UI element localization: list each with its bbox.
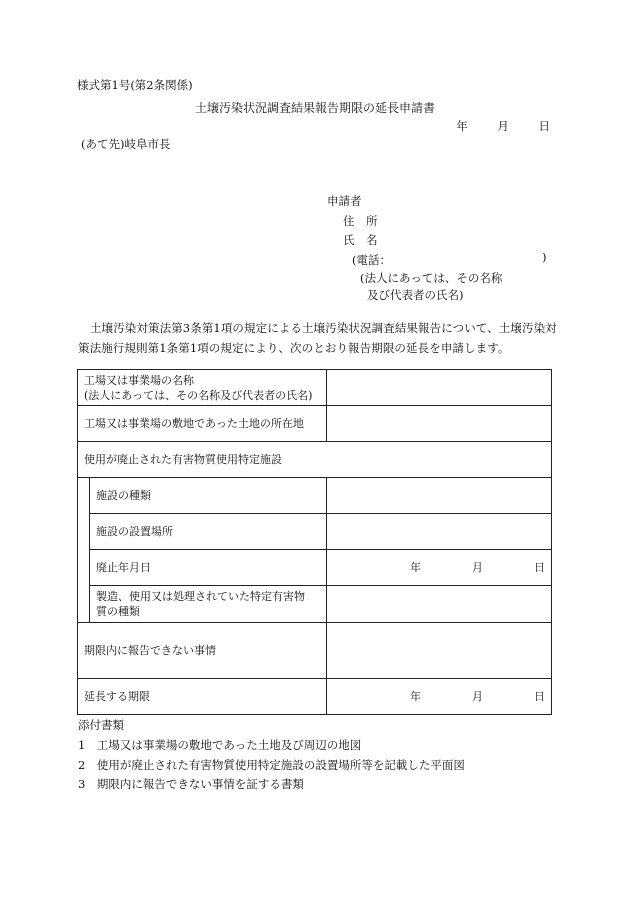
factory-name-line1: 工場又は事業場の名称 — [84, 373, 194, 387]
substances-field[interactable] — [327, 586, 552, 623]
factory-name-label — [78, 370, 327, 406]
attachment-item: 3 期限内に報告できない事情を証する書類 — [78, 777, 304, 792]
facility-location-label: 施設の設置場所 — [90, 514, 327, 550]
extended-deadline-field[interactable] — [327, 679, 552, 715]
site-location-label: 工場又は事業場の敷地であった土地の所在地 — [78, 406, 327, 442]
month-label: 月 — [497, 119, 509, 133]
attachment-item: 2 使用が廃止された有害物質使用特定施設の設置場所等を記載した平面図 — [78, 757, 465, 772]
factory-name-field[interactable] — [327, 370, 552, 406]
address-label: 住 所 — [343, 213, 378, 228]
corp-note-line1: (法人にあっては、その名称 — [360, 271, 503, 285]
abolition-date-label: 廃止年月日 — [90, 550, 327, 586]
name-label: 氏 名 — [343, 233, 378, 247]
abolition-month: 月 — [472, 561, 484, 574]
substances-line1: 製造、使用又は処理されていた特定有害物 — [96, 590, 305, 603]
factory-name-line2: (法人にあっては、その名称及び代表者の氏名) — [84, 388, 313, 402]
corp-note-line2: 及び代表者の氏名) — [367, 287, 464, 302]
phone-close-paren: ) — [542, 250, 547, 264]
abolition-year: 年 — [410, 561, 422, 574]
substances-line2: 質の種類 — [96, 605, 140, 618]
document-title: 土壌汚染状況調査結果報告期限の延長申請書 — [194, 101, 435, 115]
deadline-day: 日 — [534, 690, 546, 703]
reason-field[interactable] — [327, 623, 552, 679]
site-location-field[interactable] — [327, 406, 552, 442]
attachments-heading: 添付書類 — [78, 718, 124, 732]
applicant-block — [327, 192, 547, 303]
phone-label: (電話： — [352, 252, 391, 267]
reason-label: 期限内に報告できない事情 — [78, 623, 327, 679]
deadline-month: 月 — [472, 690, 484, 703]
attachment-item: 1 工場又は事業場の敷地であった土地及び周辺の地図 — [78, 737, 362, 752]
facility-location-field[interactable] — [327, 514, 552, 550]
facility-type-field[interactable] — [327, 478, 552, 514]
indent-spacer — [78, 586, 90, 623]
applicant-heading: 申請者 — [327, 194, 362, 208]
indent-spacer — [78, 478, 90, 514]
year-label: 年 — [456, 119, 468, 133]
attachments — [78, 716, 465, 795]
application-statement: 土壌汚染対策法第3条第1項の規定による土壌汚染状況調査結果報告について、土壌汚染対策法施行規則第1条第1項の規定により、次のとおり報告期限の延長を申請します。 — [78, 321, 557, 355]
abolition-date-field[interactable] — [327, 550, 552, 586]
application-table — [77, 369, 552, 715]
day-label: 日 — [538, 119, 550, 133]
extended-deadline-label: 延長する期限 — [78, 679, 327, 715]
substances-label — [90, 586, 327, 623]
abolition-day: 日 — [534, 561, 546, 574]
submission-date — [430, 119, 550, 134]
addressee: (あて先)岐阜市長 — [81, 137, 171, 151]
facility-type-label: 施設の種類 — [90, 478, 327, 514]
indent-spacer — [78, 514, 90, 550]
abolished-facility-heading: 使用が廃止された有害物質使用特定施設 — [78, 442, 552, 478]
form-number: 様式第1号(第2条関係) — [77, 78, 193, 92]
deadline-year: 年 — [410, 690, 422, 703]
indent-spacer — [78, 550, 90, 586]
